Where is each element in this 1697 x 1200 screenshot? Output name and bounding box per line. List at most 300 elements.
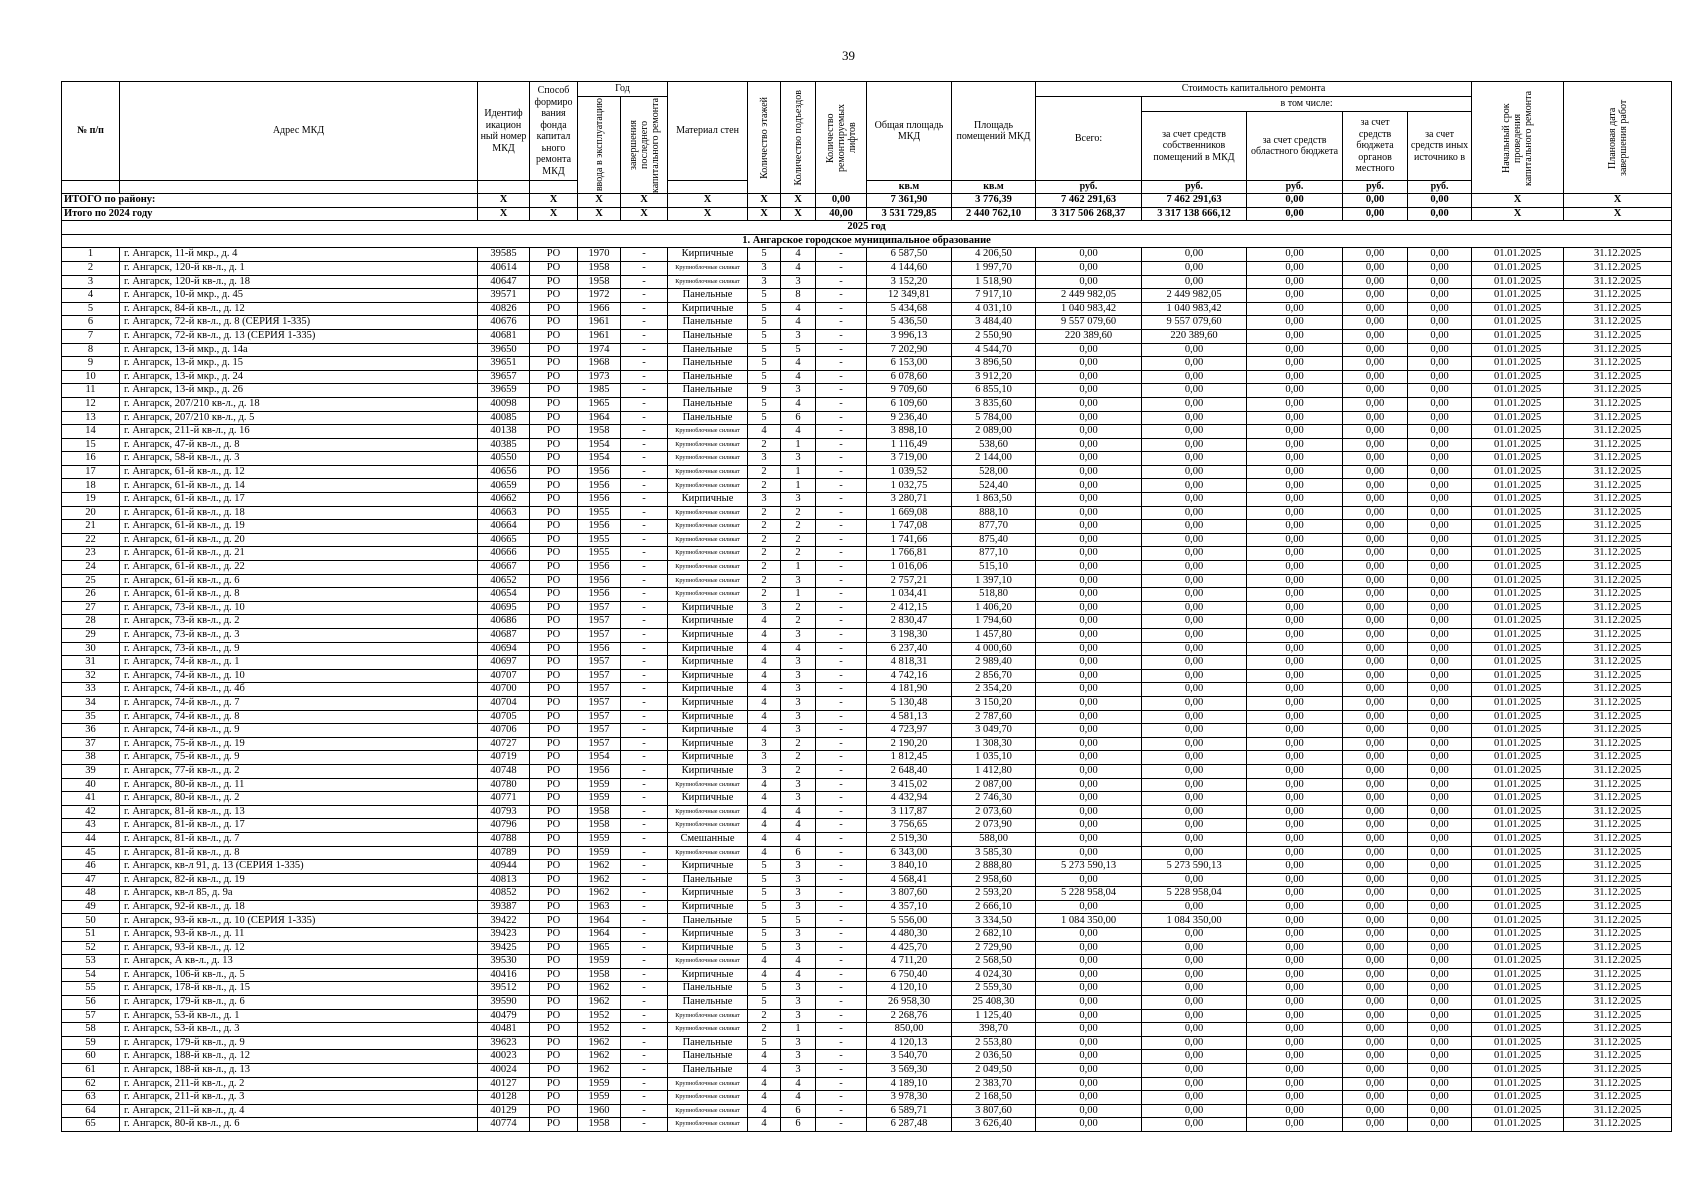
year-last-repair: - xyxy=(621,1091,668,1105)
year-last-repair: - xyxy=(621,493,668,507)
premises-area: 2 036,50 xyxy=(952,1050,1036,1064)
table-row xyxy=(62,1009,1672,1023)
start-term: 01.01.2025 xyxy=(1472,302,1564,316)
cost-owners: 0,00 xyxy=(1142,615,1247,629)
cost-regional: 0,00 xyxy=(1247,955,1343,969)
year-commission: 1959 xyxy=(578,832,621,846)
lifts: - xyxy=(816,329,867,343)
cost-local: 0,00 xyxy=(1343,819,1408,833)
cost-local: 0,00 xyxy=(1343,438,1408,452)
floors: 4 xyxy=(748,1050,781,1064)
row-number: 9 xyxy=(62,357,120,371)
table-row xyxy=(62,329,1672,343)
floors: 2 xyxy=(748,506,781,520)
fund-method: РО xyxy=(530,1118,578,1132)
wall-material: Крупноблочные силикат xyxy=(668,588,748,602)
wall-material: Панельные xyxy=(668,397,748,411)
total-area: 1 039,52 xyxy=(867,465,952,479)
cost-owners: 0,00 xyxy=(1142,996,1247,1010)
wall-material: Кирпичные xyxy=(668,764,748,778)
entrances: 2 xyxy=(781,520,816,534)
cost-total: 0,00 xyxy=(1036,615,1142,629)
premises-area: 6 855,10 xyxy=(952,384,1036,398)
cost-other: 0,00 xyxy=(1408,1091,1472,1105)
lifts: - xyxy=(816,1064,867,1078)
wall-material: Крупноблочные силикат xyxy=(668,465,748,479)
cost-regional: 0,00 xyxy=(1247,941,1343,955)
cost-owners: 0,00 xyxy=(1142,1091,1247,1105)
summary-cell: X xyxy=(781,207,816,221)
fund-method: РО xyxy=(530,928,578,942)
mkd-id: 40748 xyxy=(478,764,530,778)
year-last-repair: - xyxy=(621,465,668,479)
cost-local: 0,00 xyxy=(1343,561,1408,575)
table-row xyxy=(62,370,1672,384)
cost-owners: 0,00 xyxy=(1142,710,1247,724)
wall-material: Крупноблочные силикат xyxy=(668,1009,748,1023)
capital-repair-table xyxy=(61,81,1672,1132)
fund-method: РО xyxy=(530,819,578,833)
cost-local: 0,00 xyxy=(1343,914,1408,928)
premises-area: 518,80 xyxy=(952,588,1036,602)
cost-owners: 0,00 xyxy=(1142,1036,1247,1050)
start-term: 01.01.2025 xyxy=(1472,642,1564,656)
fund-method: РО xyxy=(530,1009,578,1023)
row-number: 36 xyxy=(62,724,120,738)
premises-area: 2 073,60 xyxy=(952,805,1036,819)
cost-local: 0,00 xyxy=(1343,533,1408,547)
end-date: 31.12.2025 xyxy=(1564,533,1672,547)
table-row xyxy=(62,887,1672,901)
cost-owners: 1 040 983,42 xyxy=(1142,302,1247,316)
wall-material: Кирпичные xyxy=(668,900,748,914)
start-term: 01.01.2025 xyxy=(1472,357,1564,371)
wall-material: Кирпичные xyxy=(668,737,748,751)
summary-cell: X xyxy=(621,207,668,221)
cost-owners: 2 449 982,05 xyxy=(1142,289,1247,303)
address: г. Ангарск, кв-л 91, д. 13 (СЕРИЯ 1-335) xyxy=(120,860,478,874)
total-area: 4 189,10 xyxy=(867,1077,952,1091)
summary-row xyxy=(62,207,1672,221)
mkd-id: 40098 xyxy=(478,397,530,411)
cost-local: 0,00 xyxy=(1343,968,1408,982)
row-number: 41 xyxy=(62,792,120,806)
row-number: 33 xyxy=(62,683,120,697)
mkd-id: 40771 xyxy=(478,792,530,806)
cost-other: 0,00 xyxy=(1408,438,1472,452)
cost-owners: 0,00 xyxy=(1142,724,1247,738)
fund-method: РО xyxy=(530,873,578,887)
cost-owners: 0,00 xyxy=(1142,601,1247,615)
cost-regional: 0,00 xyxy=(1247,1023,1343,1037)
fund-method: РО xyxy=(530,357,578,371)
cost-regional: 0,00 xyxy=(1247,683,1343,697)
cost-regional: 0,00 xyxy=(1247,928,1343,942)
cost-owners: 0,00 xyxy=(1142,465,1247,479)
floors: 4 xyxy=(748,1091,781,1105)
year-last-repair: - xyxy=(621,982,668,996)
cost-other: 0,00 xyxy=(1408,996,1472,1010)
wall-material: Крупноблочные силикат xyxy=(668,846,748,860)
cost-local: 0,00 xyxy=(1343,928,1408,942)
wall-material: Крупноблочные силикат xyxy=(668,819,748,833)
lifts: - xyxy=(816,996,867,1010)
col-num-header: № п/п xyxy=(62,82,120,181)
cost-other: 0,00 xyxy=(1408,411,1472,425)
cost-local: 0,00 xyxy=(1343,479,1408,493)
cost-regional: 0,00 xyxy=(1247,561,1343,575)
year-last-repair: - xyxy=(621,832,668,846)
address: г. Ангарск, 74-й кв-л., д. 1 xyxy=(120,656,478,670)
cost-owners: 0,00 xyxy=(1142,452,1247,466)
year-last-repair: - xyxy=(621,438,668,452)
fund-method: РО xyxy=(530,968,578,982)
premises-area: 524,40 xyxy=(952,479,1036,493)
end-date: 31.12.2025 xyxy=(1564,1077,1672,1091)
summary-cell: X xyxy=(478,194,530,208)
row-number: 42 xyxy=(62,805,120,819)
cost-owners: 0,00 xyxy=(1142,343,1247,357)
year-commission: 1985 xyxy=(578,384,621,398)
cost-other: 0,00 xyxy=(1408,656,1472,670)
fund-method: РО xyxy=(530,411,578,425)
table-row xyxy=(62,696,1672,710)
col-year-header: Год xyxy=(578,82,668,97)
total-area: 2 412,15 xyxy=(867,601,952,615)
address: г. Ангарск, 74-й кв-л., д. 4б xyxy=(120,683,478,697)
cost-total: 0,00 xyxy=(1036,1118,1142,1132)
year-last-repair: - xyxy=(621,805,668,819)
premises-area: 1 457,80 xyxy=(952,629,1036,643)
year-commission: 1956 xyxy=(578,465,621,479)
entrances: 3 xyxy=(781,724,816,738)
address: г. Ангарск, 81-й кв-л., д. 8 xyxy=(120,846,478,860)
cost-owners: 0,00 xyxy=(1142,248,1247,262)
col-premises-area-header: Площадь помещений МКД xyxy=(952,82,1036,181)
row-number: 8 xyxy=(62,343,120,357)
total-area: 2 648,40 xyxy=(867,764,952,778)
lifts: - xyxy=(816,629,867,643)
lifts: - xyxy=(816,357,867,371)
entrances: 4 xyxy=(781,805,816,819)
floors: 4 xyxy=(748,805,781,819)
cost-other: 0,00 xyxy=(1408,778,1472,792)
fund-method: РО xyxy=(530,425,578,439)
row-number: 28 xyxy=(62,615,120,629)
cost-total: 0,00 xyxy=(1036,764,1142,778)
summary-cell: 40,00 xyxy=(816,207,867,221)
year-last-repair: - xyxy=(621,601,668,615)
lifts: - xyxy=(816,261,867,275)
cost-local: 0,00 xyxy=(1343,452,1408,466)
total-area: 4 432,94 xyxy=(867,792,952,806)
mkd-id: 40652 xyxy=(478,574,530,588)
summary-cell: 7 361,90 xyxy=(867,194,952,208)
address: г. Ангарск, 188-й кв-л., д. 12 xyxy=(120,1050,478,1064)
year-last-repair: - xyxy=(621,996,668,1010)
start-term: 01.01.2025 xyxy=(1472,1036,1564,1050)
address: г. Ангарск, 211-й кв-л., д. 16 xyxy=(120,425,478,439)
cost-local: 0,00 xyxy=(1343,751,1408,765)
fund-method: РО xyxy=(530,1104,578,1118)
lifts: - xyxy=(816,1050,867,1064)
cost-total: 0,00 xyxy=(1036,982,1142,996)
col-wall-header: Материал стен xyxy=(668,82,748,181)
premises-area: 1 518,90 xyxy=(952,275,1036,289)
cost-regional: 0,00 xyxy=(1247,302,1343,316)
end-date: 31.12.2025 xyxy=(1564,506,1672,520)
cost-local: 0,00 xyxy=(1343,493,1408,507)
start-term: 01.01.2025 xyxy=(1472,683,1564,697)
start-term: 01.01.2025 xyxy=(1472,438,1564,452)
cost-total: 0,00 xyxy=(1036,1050,1142,1064)
lifts: - xyxy=(816,425,867,439)
entrances: 4 xyxy=(781,1091,816,1105)
year-commission: 1957 xyxy=(578,696,621,710)
end-date: 31.12.2025 xyxy=(1564,819,1672,833)
entrances: 6 xyxy=(781,846,816,860)
address: г. Ангарск, 81-й кв-л., д. 17 xyxy=(120,819,478,833)
floors: 5 xyxy=(748,289,781,303)
cost-other: 0,00 xyxy=(1408,819,1472,833)
total-area: 1 669,08 xyxy=(867,506,952,520)
total-area: 5 436,50 xyxy=(867,316,952,330)
premises-area: 515,10 xyxy=(952,561,1036,575)
cost-regional: 0,00 xyxy=(1247,696,1343,710)
lifts: - xyxy=(816,832,867,846)
lifts: - xyxy=(816,873,867,887)
cost-regional: 0,00 xyxy=(1247,452,1343,466)
cost-owners: 0,00 xyxy=(1142,900,1247,914)
floors: 2 xyxy=(748,574,781,588)
fund-method: РО xyxy=(530,601,578,615)
floors: 4 xyxy=(748,724,781,738)
fund-method: РО xyxy=(530,275,578,289)
fund-method: РО xyxy=(530,656,578,670)
cost-other: 0,00 xyxy=(1408,696,1472,710)
cost-total: 0,00 xyxy=(1036,669,1142,683)
table-row xyxy=(62,683,1672,697)
col-entrances-header: Количество подъездов xyxy=(781,82,816,194)
premises-area: 4 000,60 xyxy=(952,642,1036,656)
year-last-repair: - xyxy=(621,316,668,330)
floors: 2 xyxy=(748,438,781,452)
cost-other: 0,00 xyxy=(1408,425,1472,439)
start-term: 01.01.2025 xyxy=(1472,724,1564,738)
lifts: - xyxy=(816,764,867,778)
fund-method: РО xyxy=(530,1036,578,1050)
premises-area: 877,70 xyxy=(952,520,1036,534)
entrances: 3 xyxy=(781,1064,816,1078)
fund-method: РО xyxy=(530,778,578,792)
mkd-id: 40665 xyxy=(478,533,530,547)
year-commission: 1956 xyxy=(578,588,621,602)
year-commission: 1958 xyxy=(578,261,621,275)
summary-cell: X xyxy=(530,194,578,208)
cost-regional: 0,00 xyxy=(1247,316,1343,330)
year-commission: 1959 xyxy=(578,1077,621,1091)
end-date: 31.12.2025 xyxy=(1564,955,1672,969)
total-area: 4 357,10 xyxy=(867,900,952,914)
total-area: 6 109,60 xyxy=(867,397,952,411)
end-date: 31.12.2025 xyxy=(1564,900,1672,914)
address: г. Ангарск, 74-й кв-л., д. 7 xyxy=(120,696,478,710)
lifts: - xyxy=(816,547,867,561)
cost-owners: 0,00 xyxy=(1142,832,1247,846)
end-date: 31.12.2025 xyxy=(1564,887,1672,901)
cost-regional: 0,00 xyxy=(1247,887,1343,901)
table-row xyxy=(62,928,1672,942)
col-cost-total-header: Всего: xyxy=(1036,97,1142,181)
wall-material: Крупноблочные силикат xyxy=(668,438,748,452)
table-row xyxy=(62,968,1672,982)
year-last-repair: - xyxy=(621,302,668,316)
total-area: 2 190,20 xyxy=(867,737,952,751)
year-last-repair: - xyxy=(621,561,668,575)
cost-total: 0,00 xyxy=(1036,819,1142,833)
cost-other: 0,00 xyxy=(1408,1077,1472,1091)
entrances: 3 xyxy=(781,792,816,806)
address: г. Ангарск, 72-й кв-л., д. 8 (СЕРИЯ 1-335) xyxy=(120,316,478,330)
entrances: 2 xyxy=(781,506,816,520)
mkd-id: 40647 xyxy=(478,275,530,289)
lifts: - xyxy=(816,846,867,860)
wall-material: Кирпичные xyxy=(668,302,748,316)
cost-regional: 0,00 xyxy=(1247,411,1343,425)
floors: 4 xyxy=(748,683,781,697)
fund-method: РО xyxy=(530,493,578,507)
premises-area: 3 484,40 xyxy=(952,316,1036,330)
mkd-id: 39387 xyxy=(478,900,530,914)
end-date: 31.12.2025 xyxy=(1564,1009,1672,1023)
cost-other: 0,00 xyxy=(1408,397,1472,411)
year-last-repair: - xyxy=(621,642,668,656)
summary-label: ИТОГО по району: xyxy=(62,194,478,208)
summary-cell: 0,00 xyxy=(1343,207,1408,221)
cost-local: 0,00 xyxy=(1343,1104,1408,1118)
unit-rub: руб. xyxy=(1142,181,1247,194)
mkd-id: 40813 xyxy=(478,873,530,887)
cost-total: 0,00 xyxy=(1036,465,1142,479)
start-term: 01.01.2025 xyxy=(1472,941,1564,955)
lifts: - xyxy=(816,724,867,738)
cost-owners: 9 557 079,60 xyxy=(1142,316,1247,330)
start-term: 01.01.2025 xyxy=(1472,778,1564,792)
lifts: - xyxy=(816,465,867,479)
row-number: 4 xyxy=(62,289,120,303)
cost-local: 0,00 xyxy=(1343,1091,1408,1105)
year-last-repair: - xyxy=(621,329,668,343)
mkd-id: 40697 xyxy=(478,656,530,670)
start-term: 01.01.2025 xyxy=(1472,261,1564,275)
cost-total: 1 084 350,00 xyxy=(1036,914,1142,928)
address: г. Ангарск, 93-й кв-л., д. 10 (СЕРИЯ 1-335) xyxy=(120,914,478,928)
floors: 4 xyxy=(748,832,781,846)
address: г. Ангарск, 61-й кв-л., д. 18 xyxy=(120,506,478,520)
cost-owners: 5 228 958,04 xyxy=(1142,887,1247,901)
cost-owners: 0,00 xyxy=(1142,792,1247,806)
floors: 5 xyxy=(748,329,781,343)
cost-total: 0,00 xyxy=(1036,384,1142,398)
cost-total: 2 449 982,05 xyxy=(1036,289,1142,303)
wall-material: Крупноблочные силикат xyxy=(668,425,748,439)
row-number: 63 xyxy=(62,1091,120,1105)
premises-area: 1 794,60 xyxy=(952,615,1036,629)
total-area: 4 581,13 xyxy=(867,710,952,724)
cost-local: 0,00 xyxy=(1343,873,1408,887)
wall-material: Панельные xyxy=(668,329,748,343)
cost-total: 0,00 xyxy=(1036,737,1142,751)
total-area: 3 415,02 xyxy=(867,778,952,792)
cost-regional: 0,00 xyxy=(1247,710,1343,724)
lifts: - xyxy=(816,914,867,928)
floors: 3 xyxy=(748,452,781,466)
unit-rub: руб. xyxy=(1408,181,1472,194)
cost-other: 0,00 xyxy=(1408,261,1472,275)
row-number: 32 xyxy=(62,669,120,683)
start-term: 01.01.2025 xyxy=(1472,465,1564,479)
wall-material: Панельные xyxy=(668,357,748,371)
cost-total: 0,00 xyxy=(1036,1036,1142,1050)
wall-material: Кирпичные xyxy=(668,792,748,806)
cost-total: 0,00 xyxy=(1036,357,1142,371)
lifts: - xyxy=(816,289,867,303)
cost-owners: 0,00 xyxy=(1142,805,1247,819)
end-date: 31.12.2025 xyxy=(1564,384,1672,398)
cost-other: 0,00 xyxy=(1408,832,1472,846)
cost-other: 0,00 xyxy=(1408,248,1472,262)
end-date: 31.12.2025 xyxy=(1564,1050,1672,1064)
premises-area: 1 406,20 xyxy=(952,601,1036,615)
lifts: - xyxy=(816,968,867,982)
entrances: 4 xyxy=(781,832,816,846)
lifts: - xyxy=(816,683,867,697)
floors: 4 xyxy=(748,955,781,969)
total-area: 3 719,00 xyxy=(867,452,952,466)
year-commission: 1957 xyxy=(578,656,621,670)
cost-other: 0,00 xyxy=(1408,914,1472,928)
lifts: - xyxy=(816,275,867,289)
table-row xyxy=(62,669,1672,683)
row-number: 48 xyxy=(62,887,120,901)
year-last-repair: - xyxy=(621,1009,668,1023)
premises-area: 877,10 xyxy=(952,547,1036,561)
table-row xyxy=(62,275,1672,289)
floors: 3 xyxy=(748,493,781,507)
cost-other: 0,00 xyxy=(1408,900,1472,914)
end-date: 31.12.2025 xyxy=(1564,574,1672,588)
summary-cell: 7 462 291,63 xyxy=(1036,194,1142,208)
cost-owners: 0,00 xyxy=(1142,968,1247,982)
lifts: - xyxy=(816,574,867,588)
mkd-id: 40664 xyxy=(478,520,530,534)
row-number: 10 xyxy=(62,370,120,384)
table-row xyxy=(62,1050,1672,1064)
total-area: 4 568,41 xyxy=(867,873,952,887)
cost-regional: 0,00 xyxy=(1247,1091,1343,1105)
start-term: 01.01.2025 xyxy=(1472,533,1564,547)
summary-cell: 3 317 506 268,37 xyxy=(1036,207,1142,221)
floors: 5 xyxy=(748,941,781,955)
address: г. Ангарск, 207/210 кв-л., д. 5 xyxy=(120,411,478,425)
total-area: 4 144,60 xyxy=(867,261,952,275)
cost-owners: 0,00 xyxy=(1142,561,1247,575)
col-cost-other-header: за счет средств иных источнико в xyxy=(1408,112,1472,181)
year-commission: 1957 xyxy=(578,669,621,683)
address: г. Ангарск, 178-й кв-л., д. 15 xyxy=(120,982,478,996)
wall-material: Крупноблочные силикат xyxy=(668,533,748,547)
fund-method: РО xyxy=(530,1023,578,1037)
